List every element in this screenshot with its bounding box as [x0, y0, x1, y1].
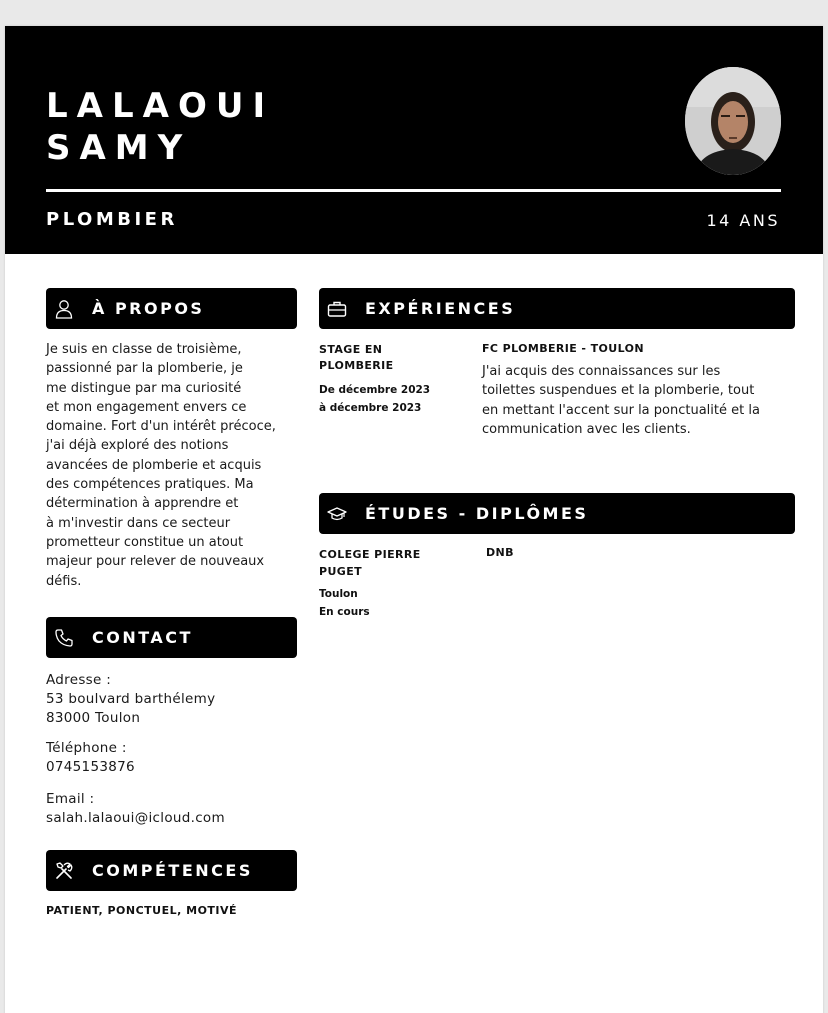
graduation-cap-icon [327, 504, 347, 524]
section-header-about [46, 288, 297, 329]
profile-photo-image [685, 67, 781, 175]
section-title-experiences: EXPÉRIENCES [365, 299, 516, 318]
section-title-contact: CONTACT [92, 628, 193, 647]
education-school-line: COLEGE PIERRE [319, 548, 421, 561]
experience-dates [319, 381, 430, 417]
briefcase-icon [327, 299, 347, 319]
phone-label: Téléphone : [46, 740, 127, 756]
section-header-skills [46, 850, 297, 891]
last-name: LALAOUI [46, 86, 275, 126]
experience-description [482, 362, 802, 439]
education-meta [319, 585, 370, 621]
section-title-about: À PROPOS [92, 299, 205, 318]
about-line: j'ai déjà exploré des notions [46, 438, 229, 454]
education-school-line: PUGET [319, 565, 363, 578]
experience-company: FC PLOMBERIE - TOULON [482, 342, 644, 355]
address-line-2: 83000 Toulon [46, 710, 141, 726]
contact-phone [46, 739, 135, 777]
about-line: avancées de plomberie et acquis [46, 457, 262, 473]
about-line: défis. [46, 573, 82, 589]
experience-role-line: STAGE EN [319, 343, 383, 356]
header-divider [46, 189, 781, 192]
education-degree: DNB [486, 546, 514, 559]
section-title-skills: COMPÉTENCES [92, 861, 253, 880]
about-line: domaine. Fort d'un intérêt précoce, [46, 419, 276, 435]
education-school [319, 546, 421, 580]
profile-photo [685, 67, 781, 175]
address-line-1: 53 boulvard barthélemy [46, 691, 216, 707]
about-line: passionné par la plomberie, je [46, 361, 243, 377]
experience-desc-line: communication avec les clients. [482, 421, 691, 437]
experience-desc-line: J'ai acquis des connaissances sur les [482, 364, 721, 379]
contact-address [46, 671, 215, 728]
experience-date-start: De décembre 2023 [319, 384, 431, 396]
phone-icon [54, 628, 74, 648]
about-line: et mon engagement envers ce [46, 399, 247, 415]
about-line: des compétences pratiques. Ma [46, 477, 254, 493]
about-line: à m'investir dans ce secteur [46, 515, 231, 531]
about-line: prometteur constitue un atout [46, 534, 244, 550]
section-header-contact [46, 617, 297, 658]
about-text [46, 340, 301, 591]
about-line: Je suis en classe de troisième, [46, 342, 242, 357]
resume-header [5, 26, 823, 254]
tools-icon [54, 861, 74, 881]
address-label: Adresse : [46, 672, 112, 688]
first-name: SAMY [46, 128, 192, 168]
age: 14 ANS [706, 211, 780, 230]
about-line: majeur pour relever de nouveaux [46, 554, 265, 570]
education-city: Toulon [319, 588, 358, 600]
experience-desc-line: en mettant l'accent sur la ponctualité et la [482, 402, 760, 418]
section-header-education [319, 493, 795, 534]
email-value: salah.lalaoui@icloud.com [46, 810, 225, 826]
person-icon [54, 299, 74, 319]
about-line: me distingue par ma curiosité [46, 380, 242, 396]
skills-text: PATIENT, PONCTUEL, MOTIVÉ [46, 904, 238, 917]
section-title-education: ÉTUDES - DIPLÔMES [365, 504, 589, 523]
section-header-experiences [319, 288, 795, 329]
resume-page [5, 26, 823, 1013]
phone-value: 0745153876 [46, 759, 135, 775]
experience-desc-line: toilettes suspendues et la plomberie, tout [482, 383, 755, 399]
about-line: détermination à apprendre et [46, 496, 239, 512]
education-status: En cours [319, 606, 370, 618]
experience-role [319, 342, 394, 374]
contact-email [46, 790, 225, 828]
experience-role-line: PLOMBERIE [319, 359, 394, 372]
email-label: Email : [46, 791, 95, 807]
experience-date-end: à décembre 2023 [319, 402, 422, 414]
job-title: PLOMBIER [46, 209, 178, 230]
